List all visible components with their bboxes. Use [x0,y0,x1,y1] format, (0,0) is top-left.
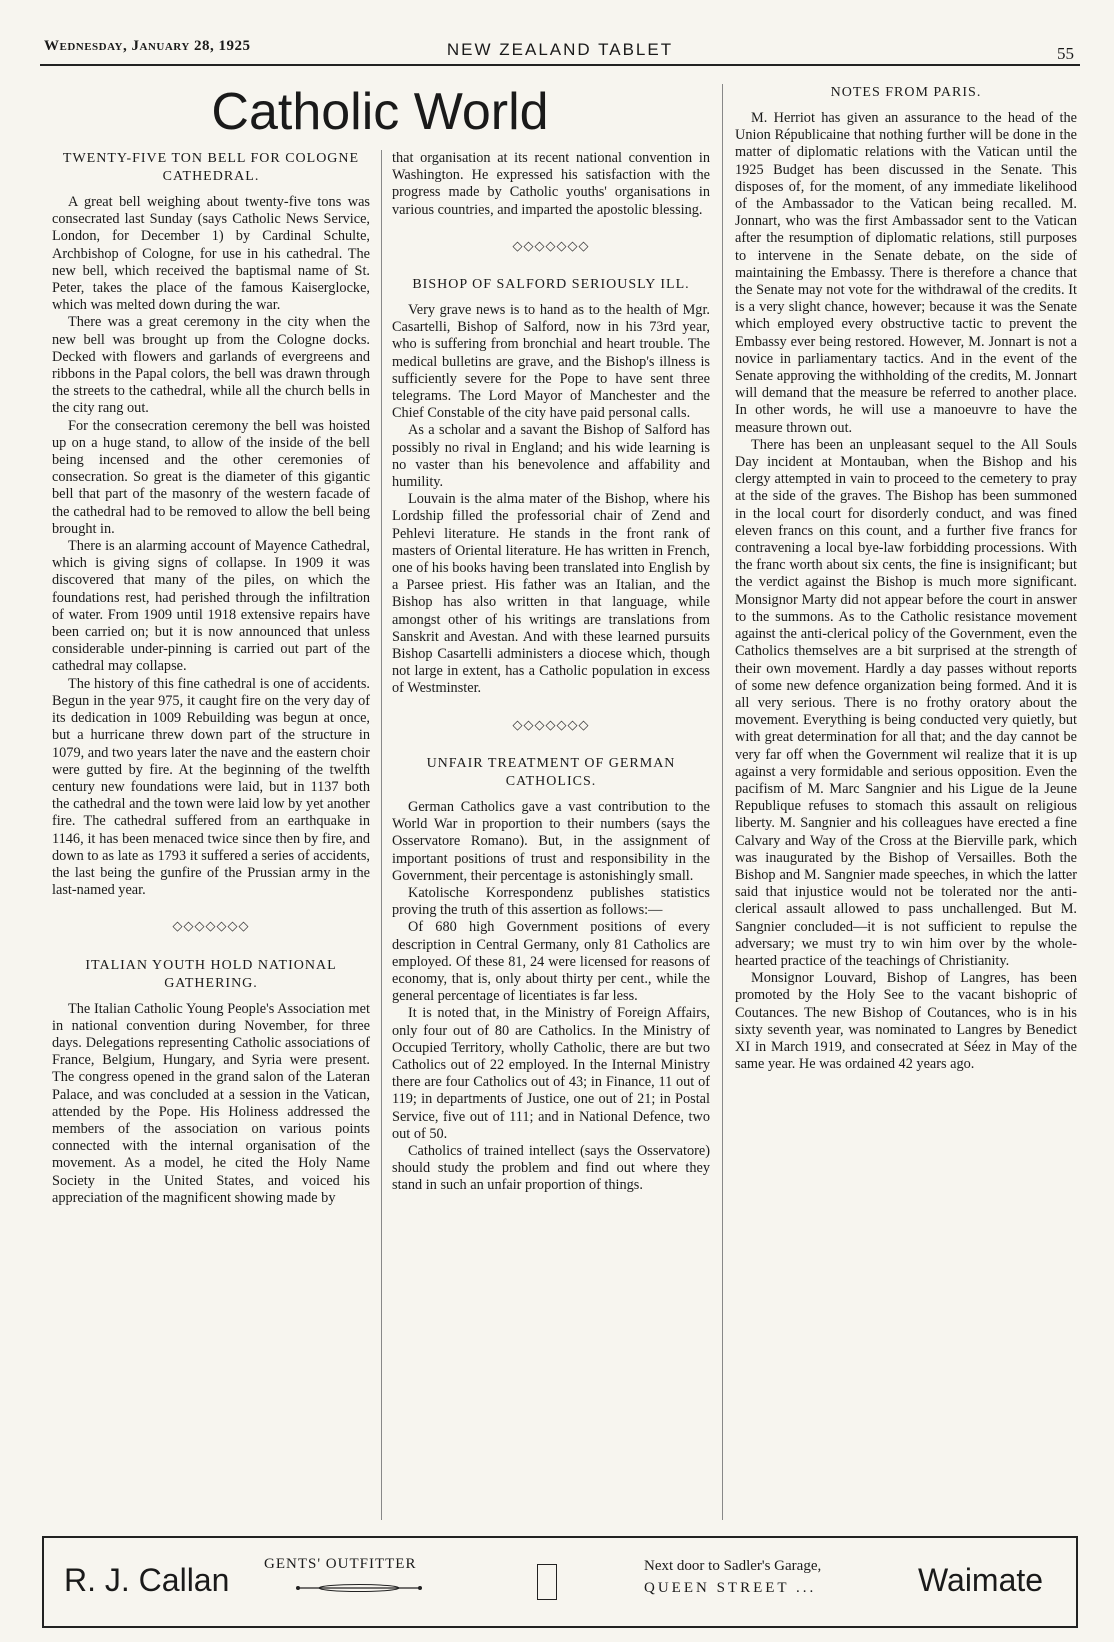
advertiser-name: R. J. Callan [64,1562,230,1598]
paragraph: There has been an unpleasant sequel to the All Souls Day incident at Montauban, when the Bishop and his clergy attempted in vain to proceed to the cemetery to pray at the side of the graves. The Bishop has been summoned in the local court for disorderly conduct, and was fined eleven francs on this count, and a further five francs for contravening a local bye-law forbidding processions. With the franc worth about six cents, the fine is insignificant; but the verdict against the Bishop is much more significant. Monsignor Marty did not appear before the court in answer to the summons. As to the Catholic resistance movement against the anti-clerical policy of the Government, even the Catholics themselves are a bit surprised at the strength of their own movement. Hardly a day passes without reports of some new defence organization being formed. And it is all very serious. There is no frothy oratory about the movement. Everything is being conducted very quietly, but with great determination for all that; and the day cannot be very far off when the Government wil realize that it is up against a very formidable and serious opposition. Even the pacifism of M. Marc Sangnier and his Ligue de la Jeune Republique refuses to stomach this assault on religious liberty. M. Sangnier and his colleagues have erected a fine Calvary and Way of the Cross at the Bierville park, which was inaugurated by the Bishop of Versailles. Both the Bishop and M. Sangnier made speeches, in which the latter said that injustice would not be tolerated nor the anti-clerical assault allowed to pass unchallenged. But M. Sangnier concluded—it is not sufficient to repulse the adversary; we must try to win him over by the whole-hearted practice of the teachings of Christianity. [735,436,1077,969]
article-headline: NOTES FROM PARIS. [830,85,982,100]
address-line-1: Next door to Sadler's Garage, [644,1558,822,1574]
article-italian-youth [52,957,370,1207]
flourish-ornament [294,1582,424,1594]
column-2 [392,150,710,1195]
section-title: Catholic World [211,83,549,141]
page-number: 55 [1057,44,1074,63]
paragraph: Monsignor Louvard, Bishop of Langres, has been promoted by the Holy See to the vacant bishopric of Coutances. The new Bishop of Coutances, who is in his sixty seventh year, was nominated to Langres by Benedict XI in March 1919, and consecrated at Séez in May of the same year. He was ordained 42 years ago. [735,970,1077,1073]
article-german-catholics [392,755,710,1195]
ornament-divider: ◇◇◇◇◇◇◇ [512,716,590,732]
advertiser-town: Waimate [918,1562,1044,1598]
article-bell [52,150,370,899]
column-rule [722,84,723,1520]
article-headline: UNFAIR TREATMENT OF GERMAN CATHOLICS. [426,755,676,789]
paragraph: There is an alarming account of Mayence Cathedral, which is giving signs of collapse. In 1909 it was discovered that many of the piles, on which the foundations rest, had perished through the infiltration of water. From 1909 until 1918 extensive repairs have been carried on; but it is now announced that unless considerable under-pinning is carried out part of the cathedral may collapse. [52,538,370,675]
paragraph: Catholics of trained intellect (says the Osservatore) should study the problem and find out where they stand in such an unfair proportion of things. [392,1142,710,1194]
paragraph: For the consecration ceremony the bell was hoisted up on a huge stand, to allow of the inside of the bell being incensed and the other ceremonies of consecration. So great is the diameter of this gigantic bell that part of the masonry of the western facade of the cathedral had to be removed to allow the bell being brought in. [52,417,370,537]
newspaper-title: NEW ZEALAND TABLET [446,40,674,59]
paragraph: The Italian Catholic Young People's Association met in national convention during November, for three days. Delegations representing Catholic associations of France, Belgium, Hungary, and Syria were present. The congress opened in the grand salon of the Lateran Palace, and was concluded at a session in the Vatican, attended by the Pope. His Holiness addressed the members of the association on various points connected with the internal organisation of the movement. As a model, he cited the Holy Name Society in the United States, and voiced his appreciation of the magnificent showing made by [52,1000,370,1206]
article-headline: BISHOP OF SALFORD SERIOUSLY ILL. [412,277,690,293]
advertisement [42,1536,1078,1628]
paragraph: Katolische Korrespondenz publishes statistics proving the truth of this assertion as follows:— [392,884,710,919]
paragraph: It is noted that, in the Ministry of Foreign Affairs, only four out of 80 are Catholics. In the Ministry of Occupied Territory, wholly Catholic, there are but two Catholics out of 22 employed. In the Internal Ministry there are four Catholics out of 43; in Finance, 11 out of 119; in departments of Justice, one out of 21; in Postal Service, five out of 111; and in National Defence, two out of 50. [392,1005,710,1142]
paragraph: Very grave news is to hand as to the health of Mgr. Casartelli, Bishop of Salford, now in his 73rd year, who is suffering from bronchial and heart trouble. The medical bulletins are grave, and the Bishop's illness is sufficiently severe for the Pope to have sent three telegrams. The Lord Mayor of Manchester and the Chief Constable of the city have paid personal calls. [392,302,710,422]
column-3 [735,84,1077,1073]
paragraph-continuation: that organisation at its recent national convention in Washington. He expressed his satisfaction with the progress made by Catholic youths' organisations in various countries, and imparted the apostolic blessing. [392,150,710,218]
column-1 [52,150,370,1207]
advertiser-trade: GENTS' OUTFITTER [264,1556,417,1572]
column-rule [381,150,382,1520]
article-paris [735,84,1077,1073]
article-headline: ITALIAN YOUTH HOLD NATIONAL GATHERING. [85,957,337,991]
paragraph: Of 680 high Government positions of every description in Central Germany, only 81 Catholics are employed. Of these 81, 24 were licensed for reasons of economy, that is, only about thirty per cent., while the general percentage of licentiates is far less. [392,919,710,1005]
paragraph: Louvain is the alma mater of the Bishop, where his Lordship filled the professorial chair of Zend and Pehlevi literature. He stands in the front rank of masters of Oriental literature. He has written in French, one of his books having been translated into English by a Parsee priest. His father was an Italian, and the Bishop has also written in that language, while amongst other of his writings are translations from Sanskrit and Avestan. And with these learned pursuits Bishop Casartelli administers a diocese which, though not large in extent, has a Catholic population in excess of Westminster. [392,491,710,697]
article-salford [392,276,710,698]
paragraph: As a scholar and a savant the Bishop of Salford has possibly no rival in England; and his wide learning is no vaster than his benevolence and affability and humility. [392,422,710,491]
paragraph: M. Herriot has given an assurance to the head of the Union Républicaine that nothing further will be done in the matter of diplomatic relations with the Vatican until the 1925 Budget has been discussed in the Senate. This disposes of, for the moment, of any immediate likelihood of the Ambassador to the Vatican being recalled. M. Jonnart, who was the first Ambassador sent to the Vatican after the resumption of diplomatic relations, still purposes to intervene in the Senate debate, on the side of maintaining the Embassy. There is therefore a chance that the Senate may not vote for the withdrawal of the credits. It is a very slight chance, however; because it was the Senate which employed every obstructive tactic to prevent the Embassy ever being restored. However, M. Jonnart is not a novice in parliamentary tactics. And in the event of the Senate approving the withholding of the credits, M. Jonnart will demand that the measure be referred to another place. In other words, he will use a manoeuvre to have the measure thrown out. [735,110,1077,436]
paragraph: The history of this fine cathedral is one of accidents. Begun in the year 975, it caught fire on the very day of its dedication in 1009 Rebuilding was begun at once, but a hurricane threw down part of the structure in 1079, and two years later the nave and the eastern choir were gutted by fire. At the beginning of the twelfth century new foundations were laid, but in 1137 both the cathedral and the town were laid low by yet another fire. The cathedral suffered from an earthquake in 1146, it has been menaced twice since then by fire, and down to as late as 1793 it suffered a series of accidents, the last being the gunfire of the Prussian army in the last-named year. [52,675,370,899]
issue-date: Wednesday, January 28, 1925 [44,38,251,54]
ornament-divider: ◇◇◇◇◇◇◇ [512,237,590,253]
paragraph: A great bell weighing about twenty-five tons was consecrated last Sunday (says Catholic News Service, London, for December 1) by Cardinal Schulte, Archbishop of Cologne, for use in his cathedral. The new bell, which received the baptismal name of St. Peter, takes the place of the famous Kaiserglocke, which was melted down during the war. [52,194,370,314]
paragraph: German Catholics gave a vast contribution to the World War in proportion to their numbers (says the Osservatore Romano). But, in the assignment of important positions of trust and responsibility in the Government, their percentage is astonishingly small. [392,798,710,884]
paragraph: There was a great ceremony in the city when the new bell was brought up from the Cologne docks. Decked with flowers and garlands of evergreens and ribbons in the Papal colors, the bell was drawn through the streets to the cathedral, while all the church bells in the city rang out. [52,314,370,417]
address-line-2: QUEEN STREET ... [644,1580,817,1596]
page-header [40,34,1080,66]
article-headline: TWENTY-FIVE TON BELL FOR COLOGNE CATHEDRAL. [62,151,360,184]
decorative-box [537,1564,557,1600]
ornament-divider: ◇◇◇◇◇◇◇ [172,918,250,934]
